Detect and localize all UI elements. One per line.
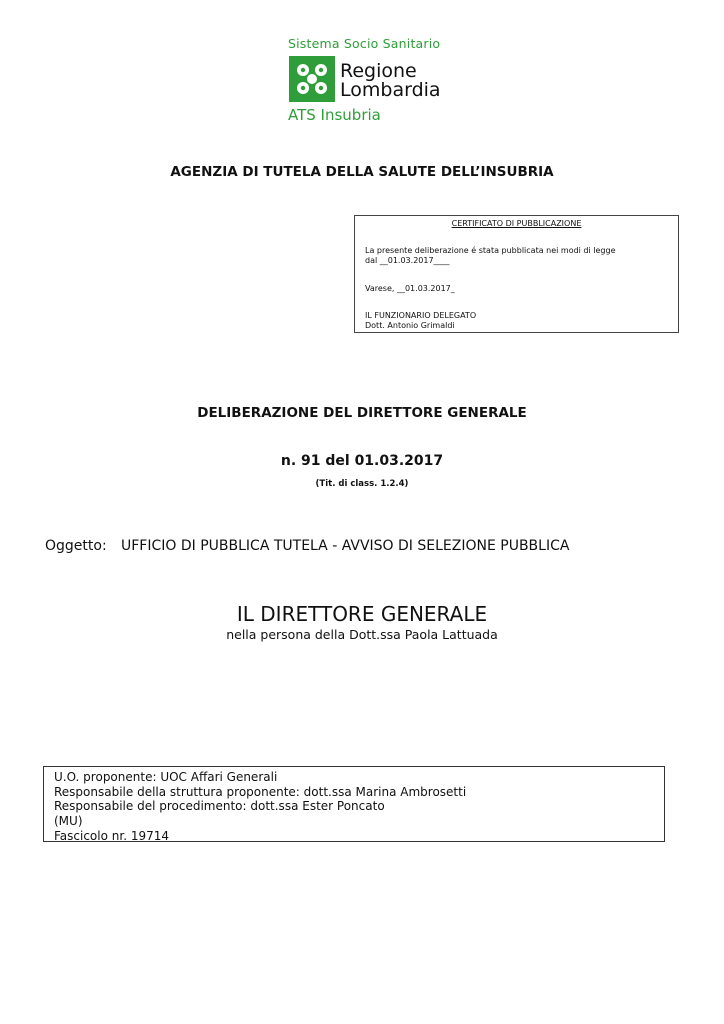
certificate-official-role: IL FUNZIONARIO DELEGATO: [365, 311, 477, 320]
classification: (Tit. di class. 1.2.4): [315, 479, 409, 489]
certificate-place-date: Varese, __01.03.2017_: [365, 284, 455, 293]
ats-logo: [288, 36, 441, 128]
subject-line: [45, 538, 569, 554]
subject-label: Oggetto:: [45, 538, 107, 554]
publication-certificate: [354, 215, 679, 333]
director-title: IL DIRETTORE GENERALE: [236, 602, 488, 626]
logo-top-text: Sistema Socio Sanitario: [288, 36, 441, 51]
certificate-title: CERTIFICATO DI PUBBLICAZIONE: [451, 219, 582, 228]
info-line: U.O. proponente: UOC Affari Generali: [54, 770, 278, 784]
info-line: Responsabile del procedimento: dott.ssa Ester Poncato: [54, 799, 385, 814]
certificate-text-line-1: La presente deliberazione é stata pubblicata nei modi di legge: [365, 246, 616, 255]
proposal-info-box: [43, 766, 665, 842]
info-line: (MU): [54, 814, 83, 829]
certificate-official-name: Dott. Antonio Grimaldi: [365, 321, 455, 330]
director-subtitle: nella persona della Dott.ssa Paola Lattuada: [226, 627, 498, 642]
info-line: Fascicolo nr. 19714: [54, 828, 170, 843]
lombardia-rose-icon: [289, 56, 335, 102]
certificate-text-line-2: dal __01.03.2017____: [365, 256, 450, 265]
subject-text: UFFICIO DI PUBBLICA TUTELA - AVVISO DI SELEZIONE PUBBLICA: [121, 538, 570, 554]
logo-region-name: Regione Lombardia: [340, 60, 441, 101]
agency-title: AGENZIA DI TUTELA DELLA SALUTE DELL’INSUBRIA: [170, 164, 554, 180]
deliberation-title: DELIBERAZIONE DEL DIRETTORE GENERALE: [197, 405, 527, 421]
info-line: Responsabile della struttura proponente: dott.ssa Marina Ambrosetti: [54, 784, 467, 799]
deliberation-number: n. 91 del 01.03.2017: [280, 453, 444, 469]
logo-ats-name: ATS Insubria: [288, 106, 381, 124]
